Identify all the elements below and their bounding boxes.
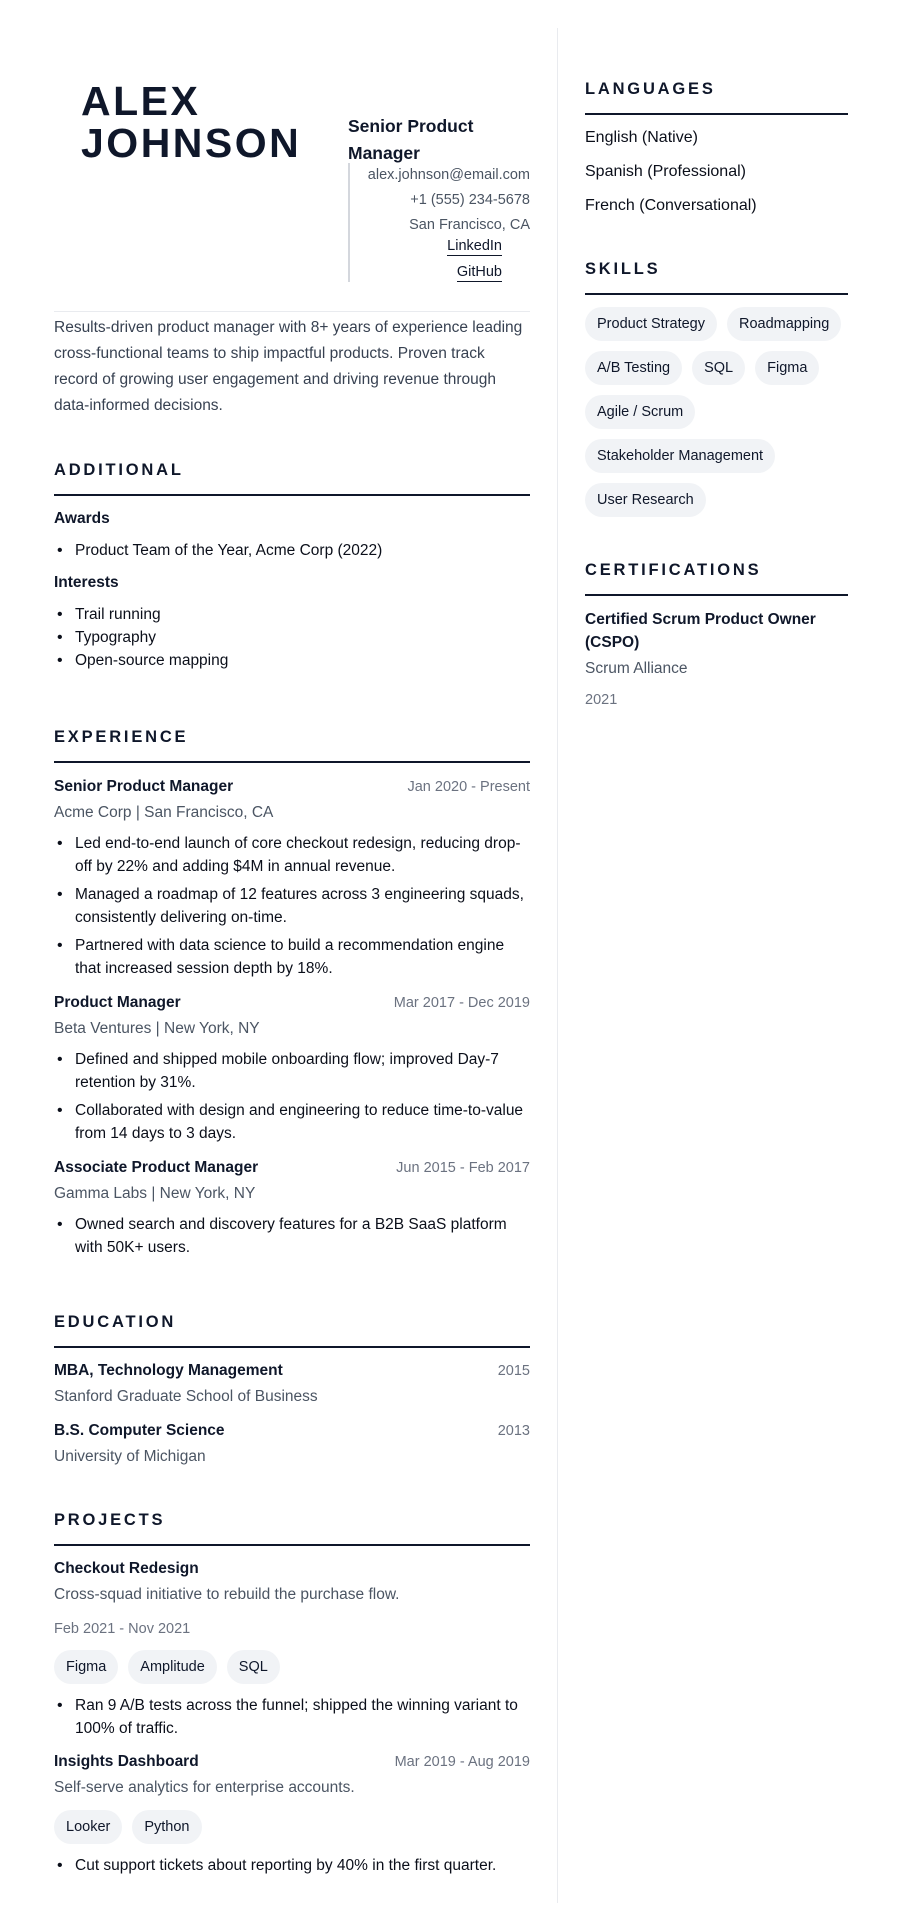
certification-entry <box>585 608 848 708</box>
skills-section <box>585 259 848 517</box>
interests-label: Interests <box>54 574 119 591</box>
section-title-additional: ADDITIONAL <box>54 460 530 496</box>
main-column <box>54 0 530 1874</box>
skill-chip: Agile / Scrum <box>585 395 695 429</box>
project-entry <box>54 1751 530 1877</box>
job-entry <box>54 992 530 1145</box>
language-item: French (Conversational) <box>585 197 757 214</box>
job-role: Associate Product Manager <box>54 1159 259 1176</box>
job-org: Gamma Labs | New York, NY <box>54 1185 256 1202</box>
additional-section <box>54 460 530 672</box>
list-item: • Defined and shipped mobile onboarding flow; improved Day-7 retention by 31%. <box>54 1048 530 1094</box>
skill-chip: User Research <box>585 483 706 517</box>
language-item: Spanish (Professional) <box>585 163 746 180</box>
skill-chip: SQL <box>692 351 745 385</box>
degree: B.S. Computer Science <box>54 1422 225 1439</box>
list-item: • Collaborated with design and engineering to reduce time-to-value from 14 days to 3 days. <box>54 1099 530 1145</box>
skill-chip: A/B Testing <box>585 351 682 385</box>
awards-label: Awards <box>54 510 110 527</box>
certification-issuer: Scrum Alliance <box>585 660 688 677</box>
section-title-projects: PROJECTS <box>54 1510 530 1546</box>
graduation-year: 2013 <box>497 1423 530 1439</box>
contact-links <box>447 233 502 285</box>
job-entry <box>54 776 530 980</box>
language-item: English (Native) <box>585 129 698 146</box>
education-entry <box>54 1420 530 1468</box>
languages-section <box>585 79 848 223</box>
job-bullets <box>54 832 530 980</box>
school: University of Michigan <box>54 1448 206 1465</box>
header-divider <box>54 311 530 312</box>
projects-section <box>54 1510 530 1877</box>
languages-list <box>585 121 848 223</box>
job-entry <box>54 1157 530 1259</box>
column-divider <box>557 28 558 1903</box>
section-title-languages: LANGUAGES <box>585 79 848 115</box>
contact-divider <box>348 163 350 282</box>
list-item: • Managed a roadmap of 12 features across 3 engineering squads, consistently delivering on-time. <box>54 883 530 929</box>
name-first: ALEX <box>81 78 201 124</box>
job-org: Beta Ventures | New York, NY <box>54 1020 260 1037</box>
job-title: Senior Product Manager <box>348 116 474 163</box>
job-bullets <box>54 1213 530 1259</box>
graduation-year: 2015 <box>497 1363 530 1379</box>
education-section <box>54 1312 530 1468</box>
skill-chip: Stakeholder Management <box>585 439 775 473</box>
awards-list <box>54 539 530 562</box>
contact-phone: +1 (555) 234-5678 <box>410 192 530 208</box>
contact-block <box>348 113 530 280</box>
summary-text: Results-driven product manager with 8+ years of experience leading cross-functional teams to ship impactful products. Proven track record of growing user engagement and driving revenue through data-informed decisions. <box>54 319 523 414</box>
project-bullets <box>54 1854 530 1877</box>
tag-chip: Figma <box>54 1650 118 1684</box>
interests-list <box>54 603 530 672</box>
certification-year: 2021 <box>585 692 618 708</box>
tag-chip: Amplitude <box>128 1650 216 1684</box>
candidate-name <box>81 80 301 164</box>
degree: MBA, Technology Management <box>54 1362 283 1379</box>
list-item: • Trail running <box>54 603 530 626</box>
job-dates: Jan 2020 - Present <box>407 779 530 795</box>
skill-chip: Roadmapping <box>727 307 841 341</box>
list-item: • Open-source mapping <box>54 649 530 672</box>
job-dates: Mar 2017 - Dec 2019 <box>393 995 530 1011</box>
name-last: JOHNSON <box>81 120 302 166</box>
section-title-experience: EXPERIENCE <box>54 727 530 763</box>
project-description: Self-serve analytics for enterprise accounts. <box>54 1779 355 1796</box>
job-bullets <box>54 1048 530 1145</box>
list-item: • Typography <box>54 626 530 649</box>
project-entry <box>54 1558 530 1740</box>
list-item: • Led end-to-end launch of core checkout redesign, reducing drop-off by 22% and adding $4M in annual revenue. <box>54 832 530 878</box>
project-dates: Mar 2019 - Aug 2019 <box>394 1754 530 1770</box>
resume-header <box>54 0 530 300</box>
school: Stanford Graduate School of Business <box>54 1388 318 1405</box>
list-item: • Ran 9 A/B tests across the funnel; shipped the winning variant to 100% of traffic. <box>54 1694 530 1740</box>
skill-chip: Product Strategy <box>585 307 717 341</box>
job-role: Senior Product Manager <box>54 778 234 795</box>
list-item: • Owned search and discovery features for a B2B SaaS platform with 50K+ users. <box>54 1213 530 1259</box>
tag-chip: Looker <box>54 1810 122 1844</box>
job-dates: Jun 2015 - Feb 2017 <box>396 1160 530 1176</box>
project-tags <box>54 1810 530 1844</box>
education-entry <box>54 1360 530 1408</box>
linkedin-link[interactable]: LinkedIn <box>447 238 502 254</box>
list-item: • Partnered with data science to build a recommendation engine that increased session depth by 18%. <box>54 934 530 980</box>
experience-section <box>54 727 530 1259</box>
list-item: • Product Team of the Year, Acme Corp (2022) <box>54 539 530 562</box>
contact-email[interactable]: alex.johnson@email.com <box>367 167 530 183</box>
job-role: Product Manager <box>54 994 181 1011</box>
contact-lines <box>368 163 530 238</box>
project-tags <box>54 1650 530 1684</box>
github-link[interactable]: GitHub <box>456 264 502 280</box>
tag-chip: SQL <box>227 1650 280 1684</box>
section-title-education: EDUCATION <box>54 1312 530 1348</box>
project-bullets <box>54 1694 530 1740</box>
skills-list <box>585 307 848 517</box>
contact-location: San Francisco, CA <box>409 217 530 233</box>
certification-name: Certified Scrum Product Owner (CSPO) <box>585 611 816 651</box>
project-description: Cross-squad initiative to rebuild the purchase flow. <box>54 1586 400 1603</box>
list-item: • Cut support tickets about reporting by 40% in the first quarter. <box>54 1854 530 1877</box>
job-org: Acme Corp | San Francisco, CA <box>54 804 274 821</box>
certifications-section <box>585 560 848 708</box>
project-name: Checkout Redesign <box>54 1560 199 1577</box>
project-name: Insights Dashboard <box>54 1753 199 1770</box>
project-dates: Feb 2021 - Nov 2021 <box>54 1621 191 1637</box>
section-title-certifications: CERTIFICATIONS <box>585 560 848 596</box>
section-title-skills: SKILLS <box>585 259 848 295</box>
tag-chip: Python <box>132 1810 201 1844</box>
skill-chip: Figma <box>755 351 819 385</box>
